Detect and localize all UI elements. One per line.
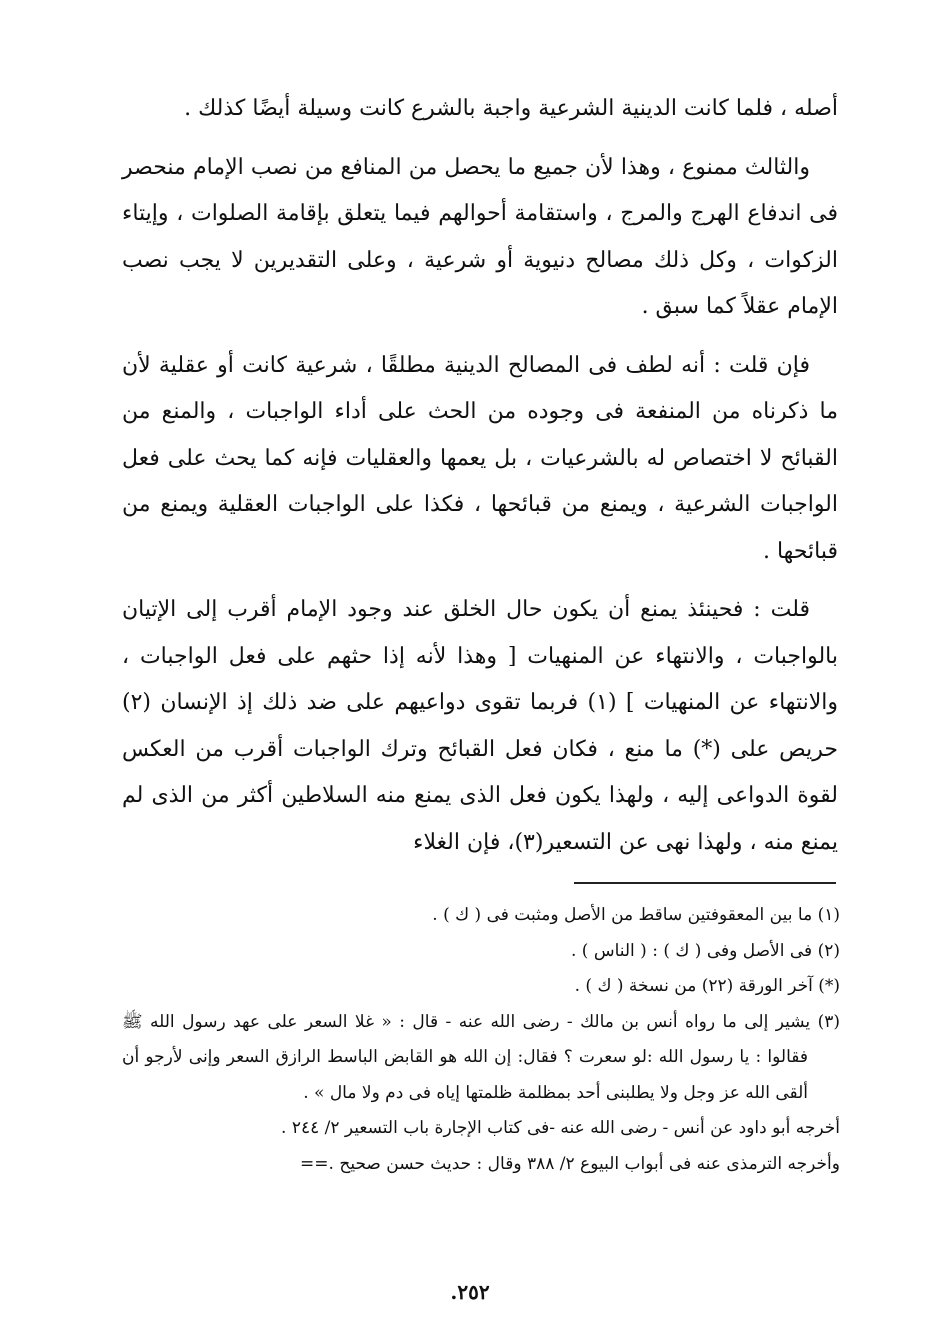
footnote: (٣) يشير إلى ما رواه أنس بن مالك - رضى الله عنه - قال : « غلا السعر على عهد رسول الله ﷺ فقالوا : يا رسول الله :لو سعرت ؟ فقال: إن الله هو القابض الباسط الرازق السعر وإنى لأرجو أن ألقى الله عز وجل ولا يطلبنى أحد بمظلمة ظلمتها إياه فى دم ولا مال » .: [122, 1011, 840, 1103]
footnote: (*) آخر الورقة (٢٢) من نسخة ( ك ) .: [574, 976, 840, 996]
paragraph: أصله ، فلما كانت الدينية الشرعية واجبة بالشرع كانت وسيلة أيضًا كذلك .: [184, 96, 838, 121]
paragraph: والثالث ممنوع ، وهذا لأن جميع ما يحصل من المنافع من نصب الإمام منحصر فى اندفاع الهرج والمرج ، واستقامة أحوالهم فيما يتعلق بإقامة الصلوات ، وإيتاء الزكوات ، وكل ذلك مصالح دنيوية أو شرعية ، وعلى التقديرين لا يجب نصب الإمام عقلاً كما سبق .: [122, 154, 838, 319]
main-text: [122, 86, 838, 878]
paragraph: قلت : فحينئذ يمنع أن يكون حال الخلق عند وجود الإمام أقرب إلى الإتيان بالواجبات ، والانتهاء عن المنهيات [ وهذا لأنه إذا حثهم على فعل الواجبات ، والانتهاء عن المنهيات ] (١) فربما تقوى دواعيهم على ضد ذلك إذ الإنسان (٢) حريص على (*) ما منع ، فكان فعل القبائح وترك الواجبات أقرب من العكس لقوة الدواعى إليه ، ولهذا يكون فعل الذى يمنع منه السلاطين أكثر من الذى لم يمنع منه ، ولهذا نهى عن التسعير(٣)، فإن الغلاء: [122, 597, 838, 855]
footnotes: [122, 898, 840, 1182]
footnote: (١) ما بين المعقوفتين ساقط من الأصل ومثبت فى ( ك ) .: [432, 905, 840, 925]
footnote-source: وأخرجه الترمذى عنه فى أبواب البيوع ٢/ ٣٨٨ وقال : حديث حسن صحيح .==: [300, 1153, 840, 1174]
paragraph: فإن قلت : أنه لطف فى المصالح الدينية مطلقًا ، شرعية كانت أو عقلية لأن ما ذكرناه من المنفعة فى وجوده من الحث على أداء الواجبات ، والمنع من القبائح لا اختصاص له بالشرعيات ، بل يعمها والعقليات فإنه كما يحث على فعل الواجبات الشرعية ، ويمنع من قبائحها ، فكذا على الواجبات العقلية ويمنع من قبائحها .: [122, 352, 838, 564]
footnote-source: أخرجه أبو داود عن أنس - رضى الله عنه -فى كتاب الإجارة باب التسعير ٢/ ٢٤٤ .: [281, 1118, 840, 1138]
footnote: (٢) فى الأصل وفى ( ك ) : ( الناس ) .: [570, 940, 840, 961]
footnote-separator: [574, 882, 836, 884]
page-number: ٢٥٢.: [450, 1280, 490, 1304]
